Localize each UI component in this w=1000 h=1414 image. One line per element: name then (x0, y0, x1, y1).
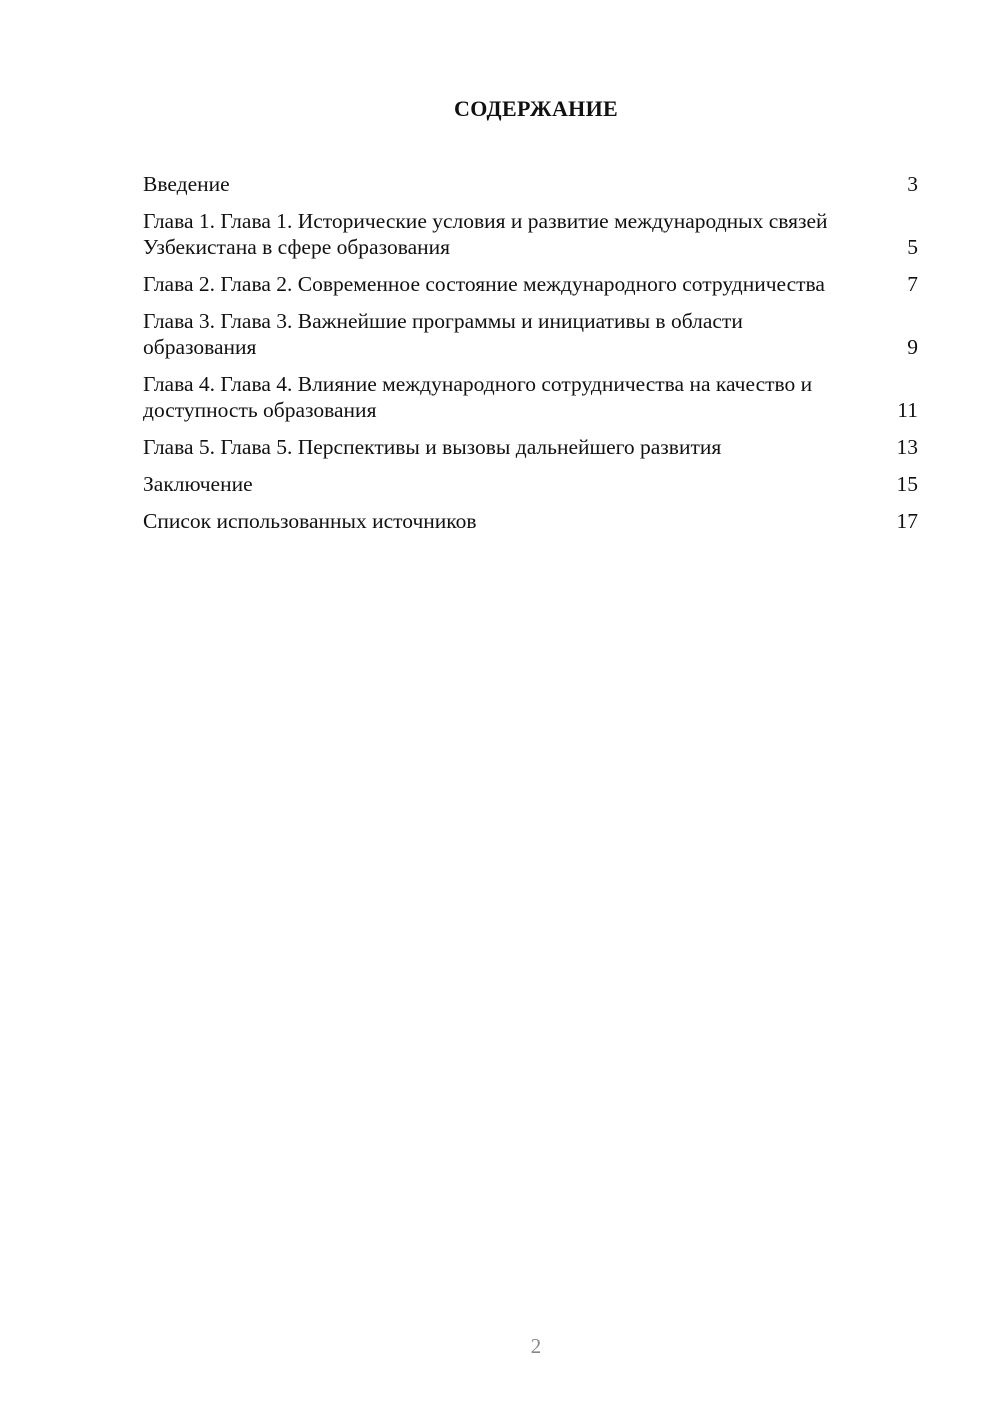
toc-entry-title: Заключение (143, 472, 253, 496)
toc-entry-page: 5 (907, 235, 918, 259)
toc-entry-page: 7 (907, 272, 918, 296)
page-number: 2 (530, 1334, 542, 1358)
toc-entry-title: Глава 3. Глава 3. Важнейшие программы и инициативы в области образования (143, 309, 743, 359)
toc-entry-title: Глава 4. Глава 4. Влияние международного сотрудничества на качество и доступность образования (143, 372, 813, 422)
toc-entry-title: Глава 1. Глава 1. Исторические условия и развитие международных связей Узбекистана в сфере образования (143, 209, 828, 259)
toc-entry (143, 171, 918, 197)
toc-entry (143, 271, 918, 297)
toc-entry-page: 15 (896, 472, 918, 496)
table-of-contents (143, 171, 918, 545)
toc-entry-page: 11 (897, 398, 918, 422)
toc-entry (143, 208, 918, 260)
page-title: СОДЕРЖАНИЕ (454, 96, 618, 121)
toc-entry-page: 13 (896, 435, 918, 459)
toc-entry (143, 308, 918, 360)
toc-entry-title: Список использованных источников (143, 509, 477, 533)
toc-entry (143, 434, 918, 460)
toc-entry-title: Введение (143, 172, 230, 196)
toc-entry-page: 17 (896, 509, 918, 533)
toc-entry (143, 371, 918, 423)
toc-entry-title: Глава 5. Глава 5. Перспективы и вызовы дальнейшего развития (143, 435, 722, 459)
toc-entry (143, 508, 918, 534)
toc-entry (143, 471, 918, 497)
toc-entry-title: Глава 2. Глава 2. Современное состояние международного сотрудничества (143, 272, 825, 296)
toc-entry-page: 3 (907, 172, 918, 196)
toc-entry-page: 9 (907, 335, 918, 359)
